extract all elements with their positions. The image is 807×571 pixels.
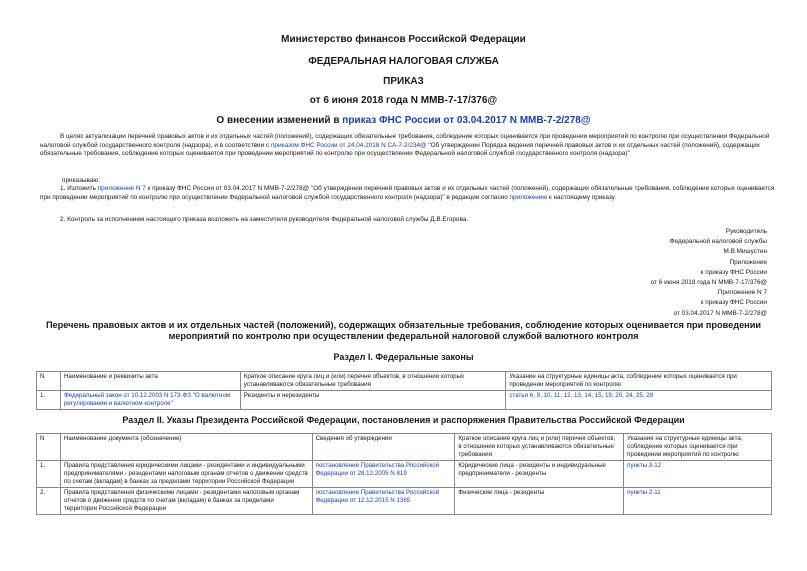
persons-cell: Физические лица - резиденты (455, 488, 624, 515)
col-header-number: N (37, 372, 61, 391)
section-2-table (36, 433, 772, 515)
col-header-document: Наименование документа (обозначение) (60, 434, 312, 461)
table-row (37, 488, 772, 515)
service-heading: ФЕДЕРАЛЬНАЯ НАЛОГОВАЯ СЛУЖБА (308, 56, 499, 67)
document-name-cell: Правила представления физическими лицами - резидентами налоговым органам отчетов о движении средств по счетам (вкладам) в банках за пределами территории Российской Федерации (60, 488, 312, 515)
act-name-link[interactable]: Федеральный закон от 10.12.2003 N 173-ФЗ "О валютном регулировании и валютном контроле" (63, 392, 231, 407)
ministry-heading: Министерство финансов Российской Федерации (281, 34, 526, 45)
signature-line: к приказу ФНС России (700, 268, 767, 276)
approval-link[interactable]: постановление Правительства Российской Федерации от 28.12.2005 N 819 (315, 462, 440, 477)
approval-cell (312, 461, 455, 488)
section-1-table (36, 371, 772, 410)
subject-link[interactable]: приказ ФНС России от 03.04.2017 N ММВ-7-2/278@ (342, 115, 591, 126)
units-cell (624, 461, 772, 488)
signature-block (651, 227, 767, 319)
item-1-text-a: 1. Изложить (60, 185, 98, 192)
signature-line: Федеральной налоговой службы (669, 238, 767, 246)
col-header-name: Наименование и реквизиты акта (60, 372, 240, 391)
order-date-number: от 6 июня 2018 года N ММВ-7-17/376@ (309, 95, 498, 106)
row-number: 1. (37, 391, 61, 410)
appendix-7-link[interactable]: приложение N 7 (97, 185, 146, 192)
table-row (37, 391, 772, 410)
signature-line: М.В.Мишустин (723, 248, 767, 256)
persons-cell: Юридические лица - резиденты и индивидуальные предприниматели - резиденты (455, 461, 624, 488)
persons-cell: Резиденты и нерезиденты (240, 391, 506, 410)
intro-paragraph (40, 133, 775, 159)
item-1-text-b: к приказу ФНС России от 03.04.2017 N ММВ-7-2/278@ "Об утверждении перечней правовых актов и их отдельных частей (положений), содержащих обязательные требования, соблюдение которых оценивается при проведении мероприятий по контролю при осуществлении Федеральной налоговой службой государственного контроля (надзора)" в редакции согласно (40, 185, 775, 201)
document-name-cell: Правила представления юридическими лицами - резидентами и индивидуальными предпринимателями - резидентами налоговым органам отчетов о движении средств по счетам (вкладам) в банках за пределами территории Российской Федерации (60, 461, 312, 488)
order-heading: ПРИКАЗ (383, 76, 424, 87)
row-number: 1. (37, 461, 61, 488)
col-header-approval: Сведения об утверждении (312, 434, 455, 461)
item-1-text-c: к настоящему приказу. (547, 193, 617, 201)
item-2: 2. Контроль за исполнением настоящего приказа возложить на заместителя руководителя Федеральной налоговой службы Д.В.Егорова. (60, 216, 469, 223)
item-1 (40, 185, 775, 202)
order-subject (0, 115, 807, 126)
order-word: приказываю: (62, 177, 100, 184)
col-header-units: Указание на структурные единицы акта, соблюдение которых оценивается при проведении мероприятий по контролю (624, 434, 772, 461)
act-name-cell (60, 391, 240, 410)
signature-line: Приложение N 7 (717, 289, 767, 297)
section-1-title: Раздел I. Федеральные законы (333, 352, 474, 362)
subject-prefix: О внесении изменений в (216, 115, 343, 126)
table-header-row (37, 372, 772, 391)
units-link[interactable]: пункты 3-12 (627, 462, 662, 469)
row-number: 2. (37, 488, 61, 515)
units-link[interactable]: статьи 6, 9, 10, 11, 12, 13, 14, 15, 19, 20, 24, 25, 28 (509, 392, 654, 399)
section-2-title: Раздел II. Указы Президента Российской Федерации, постановления и распоряжения Правительства Российской Федерации (122, 415, 685, 425)
signature-line: Руководитель (725, 228, 767, 235)
col-header-persons: Краткое описание круга лиц и (или) перечня объектов, в отношении которых устанавливаются обязательные требования (455, 434, 624, 461)
intro-text-b: "Об утверждении Порядка ведения перечней правовых актов и их отдельных частей (положений), содержащих обязательные требования, соблюдение которых оценивается при проведении мероприятий по контролю при осуществлении Федеральной налоговой службой государственного контроля (надзора)" (40, 141, 760, 158)
approval-cell (312, 488, 455, 515)
col-header-number: N (37, 434, 61, 461)
signature-line: от 6 июня 2018 года N ММВ-7-17/376@ (650, 279, 767, 287)
intro-order-link[interactable]: приказом ФНС России от 24.04.2018 N СА-7-2/234@ (270, 141, 427, 149)
signature-line: к приказу ФНС России (700, 299, 767, 307)
col-header-persons: Краткое описание круга лиц и (или) перечня объектов, в отношении которых устанавливаются обязательные требования (240, 372, 506, 391)
approval-link[interactable]: постановление Правительства Российской Федерации от 12.12.2015 N 1365 (315, 489, 440, 504)
units-cell (506, 391, 772, 410)
signature-line: от 03.04.2017 N ММВ-7-2/278@ (673, 309, 767, 317)
col-header-units: Указание на структурные единицы акта, соблюдение которых оценивается при проведении мероприятий по контролю (506, 372, 772, 391)
list-title: Перечень правовых актов и их отдельных частей (положений), содержащих обязательные требования, соблюдение которых оценивается при проведении мероприятий по контролю при осуществлении федеральной налоговой службой валютного контроля (45, 320, 762, 341)
appendix-link[interactable]: приложению (509, 193, 548, 201)
signature-line: Приложение (729, 258, 767, 266)
units-cell (624, 488, 772, 515)
table-row (37, 461, 772, 488)
table-header-row (37, 434, 772, 461)
units-link[interactable]: пункты 2-11 (627, 489, 661, 496)
intro-text-a: В целях актуализации перечней правовых актов и их отдельных частей (положений), содержащих обязательные требования, соблюдение которых оценивается при проведении мероприятий по контролю при осуществлении Федеральной налоговой службой государственного контроля (надзора), и в соответствии с (40, 133, 770, 149)
